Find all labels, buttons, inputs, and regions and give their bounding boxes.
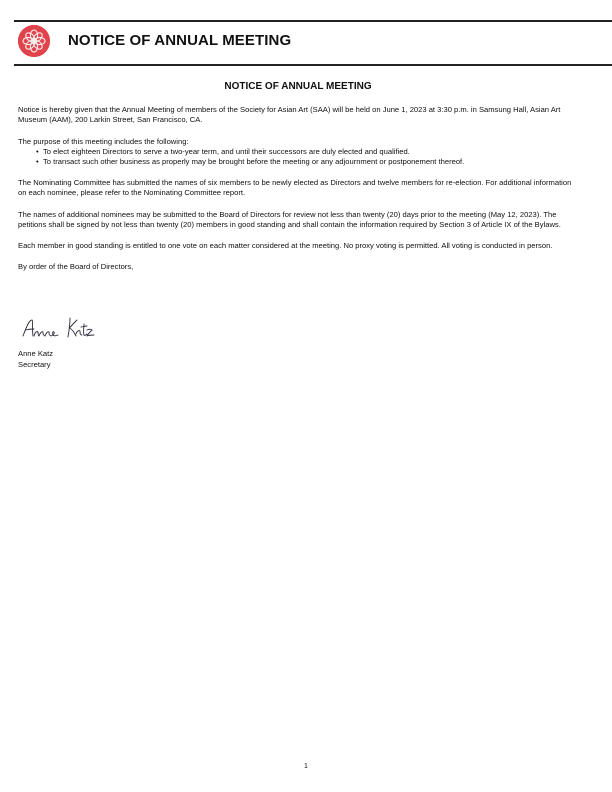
paragraph-purpose: The purpose of this meeting includes the following: (18, 136, 189, 146)
signer-block (18, 349, 53, 370)
page-number: 1 (304, 763, 308, 770)
flower-icon (18, 25, 50, 57)
saa-logo-icon (18, 25, 50, 57)
paragraph-voting: Each member in good standing is entitled to one vote on each matter considered at the meeting. No proxy voting is permitted. All voting is conducted in person. (18, 241, 553, 251)
document-body (18, 82, 578, 283)
list-item: • To transact such other business as properly may be brought before the meeting or any adjournment or postponement thereof. (43, 157, 578, 167)
handwritten-signature (20, 314, 100, 342)
purpose-list (18, 147, 578, 167)
paragraph-notice: Notice is hereby given that the Annual Meeting of members of the Society for Asian Art (SAA) will be held on June 1, 2023 at 3:30 p.m. in Samsung Hall, Asian Art Museum (AAM), 200 Larkin Street, San Francisco, CA. (18, 105, 561, 125)
paragraph-by-order: By order of the Board of Directors, (18, 262, 134, 272)
paragraph-nominating: The Nominating Committee has submitted the names of six members to be newly elected as Directors and twelve members for re-election. For additional information on each nominee, please refer to the Nominating Committee report. (18, 178, 572, 198)
paragraph-additional-nominees: The names of additional nominees may be submitted to the Board of Directors for review not less than twenty (20) days prior to the meeting (May 12, 2023). The petitions shall be signed by not less than twenty (20) members in good standing and shall contain the information required by Section 3 of Article IX of the Bylaws. (18, 209, 561, 229)
list-item: • To elect eighteen Directors to serve a two-year term, and until their successors are duly elected and qualified. (43, 147, 578, 157)
signer-role: Secretary (18, 359, 51, 369)
document-title: NOTICE OF ANNUAL MEETING (224, 81, 372, 92)
signer-name: Anne Katz (18, 349, 54, 358)
header-title: NOTICE OF ANNUAL MEETING (68, 32, 292, 49)
